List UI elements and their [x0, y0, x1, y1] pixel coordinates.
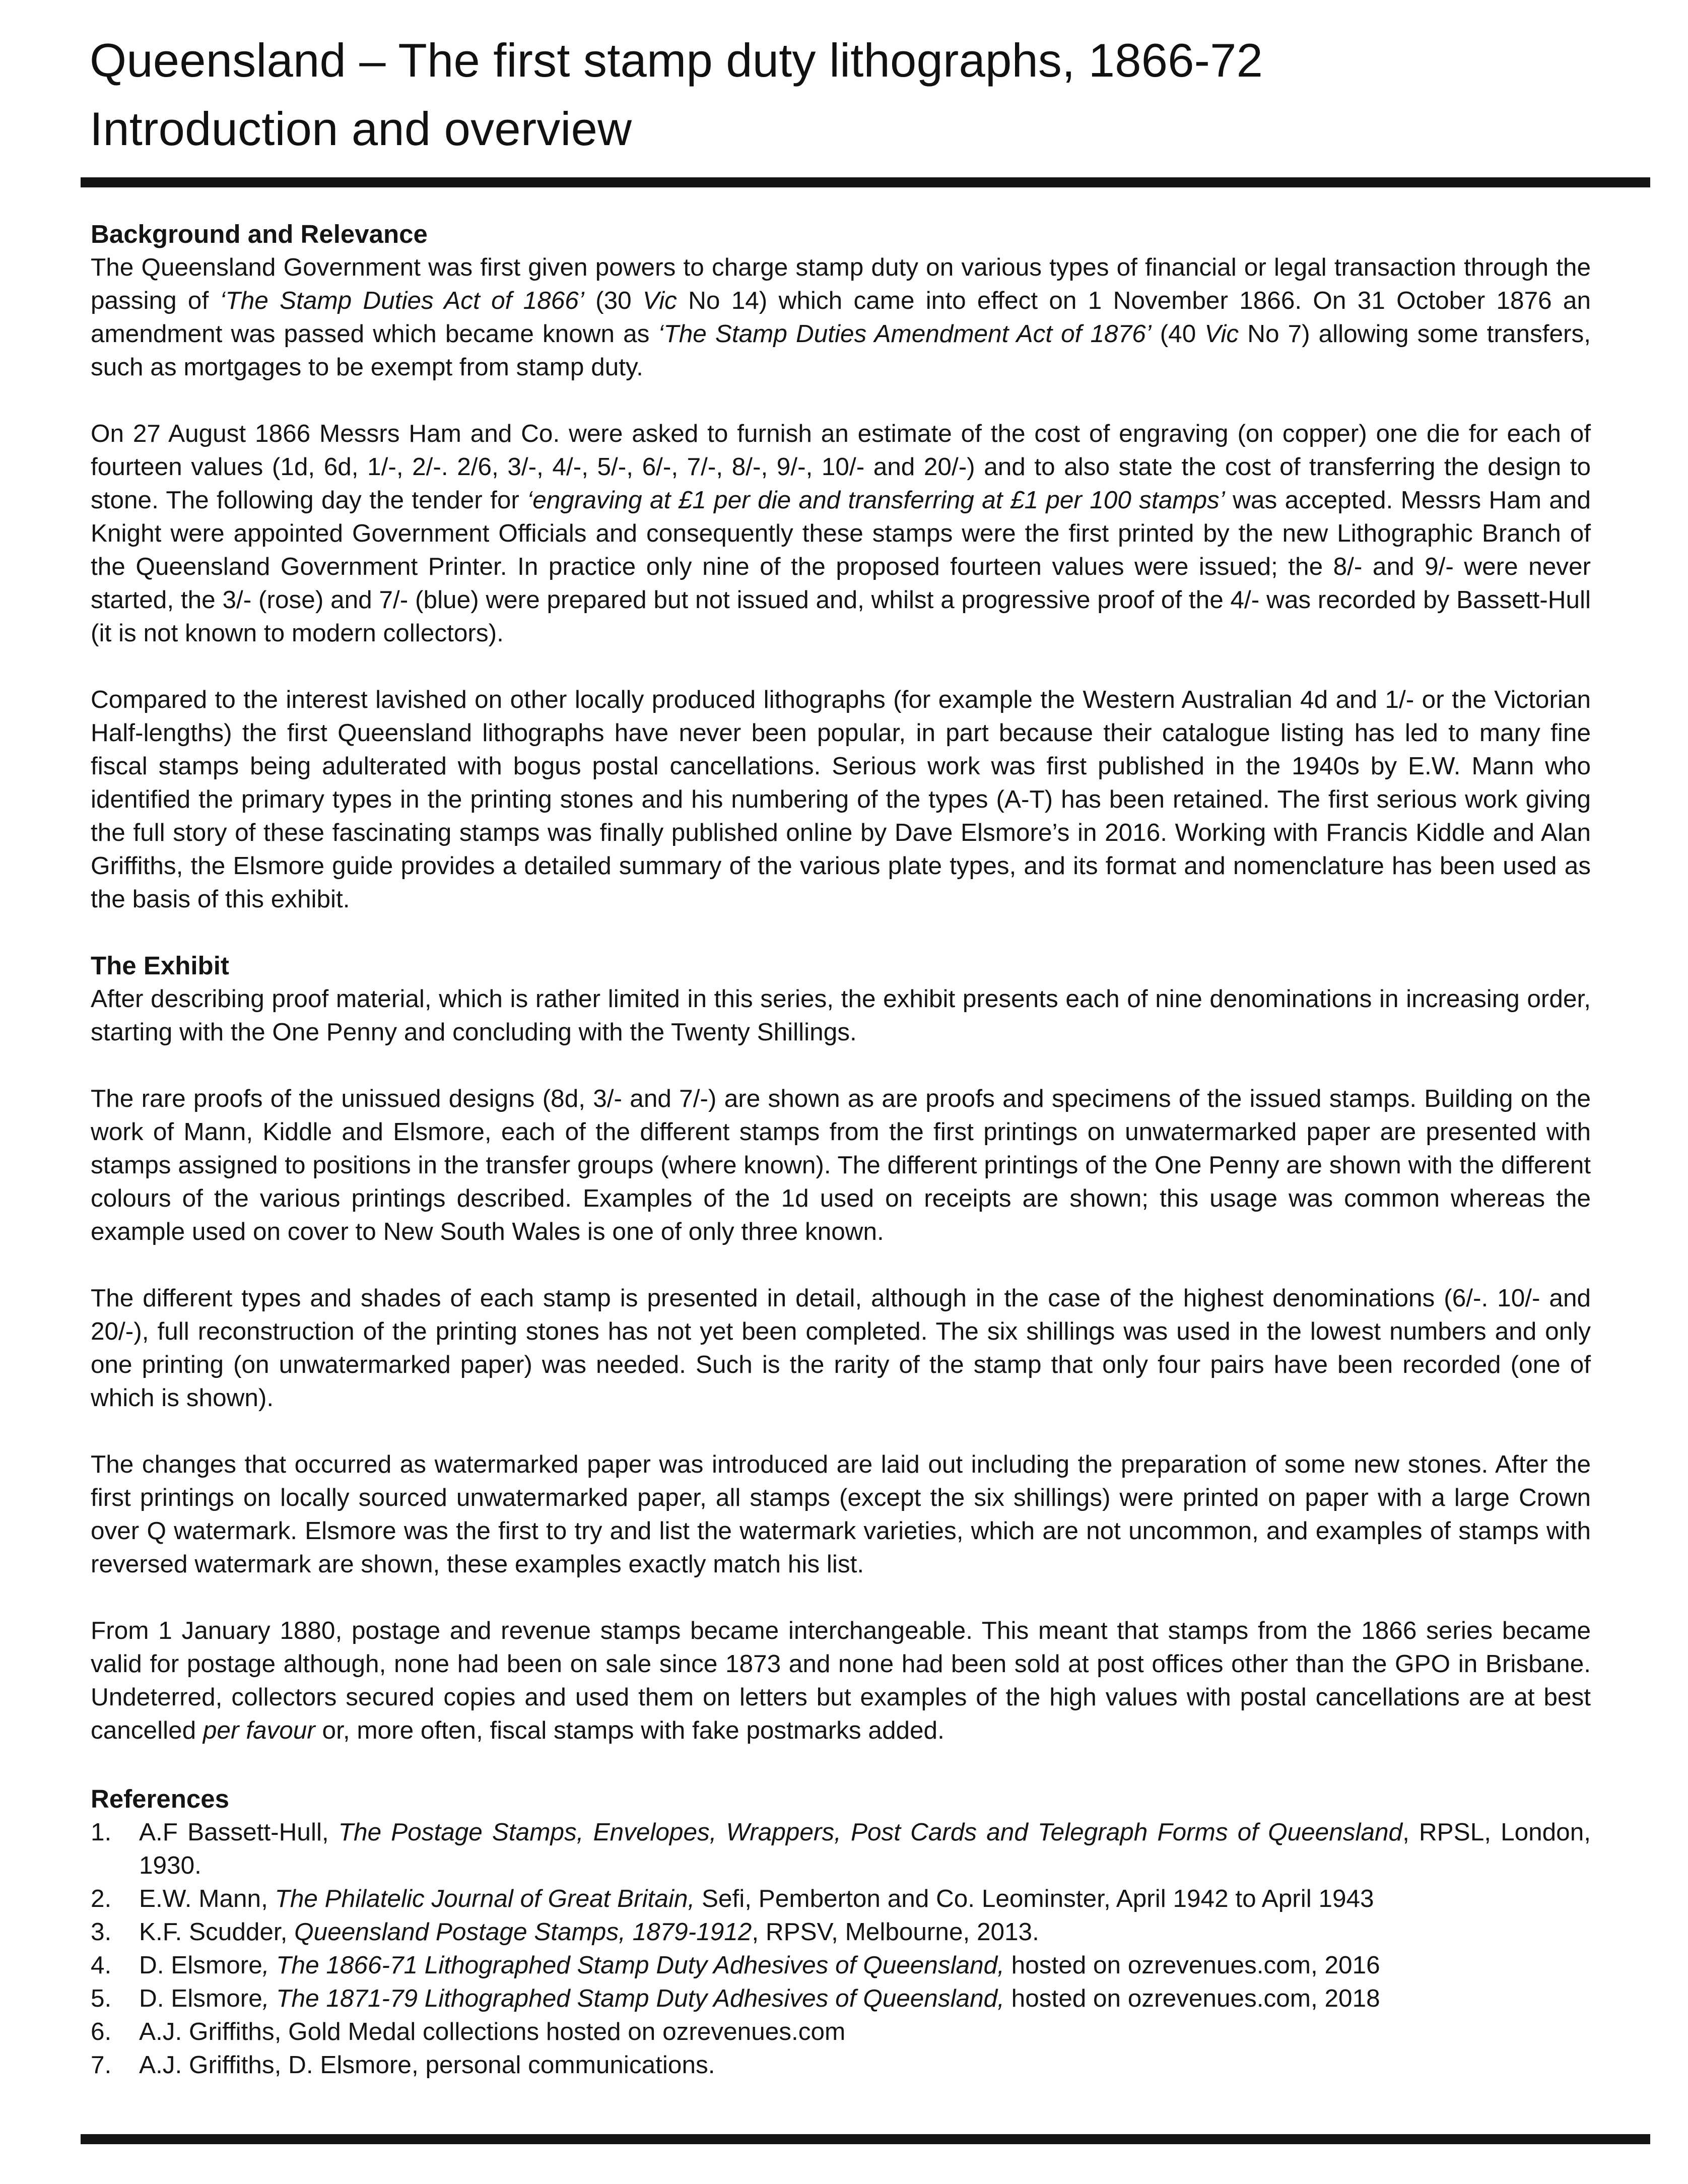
- reference-item: [91, 2048, 1591, 2082]
- text-run: A.F Bassett-Hull,: [139, 1818, 339, 1846]
- italic-text: Vic: [1204, 320, 1239, 348]
- reference-text: [139, 1885, 1374, 1912]
- reference-item: [91, 1915, 1591, 1949]
- text-run: Compared to the interest lavished on other locally produced lithographs (for example the Western Australian 4d and 1/- or the Victorian Half-lengths) the first Queensland lithographs have never been popular, in part because their catalogue listing has led to many fine fiscal stamps being adulterated with bogus postal cancellations. Serious work was first published in the 1940s by E.W. Mann who identified the primary types in the printing stones and his numbering of the types (A-T) has been retained. The first serious work giving the full story of these fascinating stamps was finally published online by Dave Elsmore’s in 2016. Working with Francis Kiddle and Alan Griffiths, the Elsmore guide provides a detailed summary of the various plate types, and its format and nomenclature has been used as the basis of this exhibit.: [91, 686, 1591, 913]
- reference-text: [139, 2051, 715, 2079]
- reference-number: 4.: [91, 1951, 112, 1979]
- text-run: The rare proofs of the unissued designs (8d, 3/- and 7/-) are shown as are proofs and specimens of the issued stamps. Building on the work of Mann, Kiddle and Elsmore, each of the different stamps from the first printings on unwatermarked paper are presented with stamps assigned to positions in the transfer groups (where known). The different printings of the One Penny are shown with the different colours of the various printings described. Examples of the 1d used on receipts are shown; this usage was common whereas the example used on cover to New South Wales is one of only three known.: [91, 1085, 1591, 1245]
- text-run: The Queensland Government was first given powers to charge stamp duty on various types of financial or legal transaction through the passing of: [91, 253, 1591, 314]
- title-line-2: Introduction and overview: [90, 102, 632, 155]
- reference-number: 6.: [91, 2018, 112, 2045]
- text-run: E.W. Mann,: [139, 1885, 275, 1912]
- background-paragraph-2: [91, 417, 1591, 650]
- exhibit-paragraph-4: [91, 1448, 1591, 1581]
- italic-text: The Philatelic Journal of Great Britain,: [275, 1885, 695, 1912]
- reference-item: [91, 1882, 1591, 1915]
- text-run: hosted on ozrevenues.com, 2018: [1004, 1984, 1380, 2012]
- italic-text: , The 1871-79 Lithographed Stamp Duty Adhesives of Queensland,: [262, 1984, 1004, 2012]
- reference-text: [139, 1951, 1380, 1979]
- page-title: [90, 26, 1601, 163]
- reference-item: [91, 1816, 1591, 1882]
- italic-text: Vic: [642, 287, 677, 314]
- reference-number: 5.: [91, 1984, 112, 2012]
- reference-text: [139, 2018, 845, 2045]
- references-heading: References: [91, 1784, 229, 1813]
- italic-text: The Postage Stamps, Envelopes, Wrappers, Post Cards and Telegraph Forms of Queensland: [338, 1818, 1403, 1846]
- main-content: [91, 218, 1591, 2082]
- text-run: On 27 August 1866 Messrs Ham and Co. were asked to furnish an estimate of the cost of engraving (on copper) one die for each of fourteen values (1d, 6d, 1/-, 2/-. 2/6, 3/-, 4/-, 5/-, 6/-, 7/-, 8/-, 9/-, 10/- and 20/-) and to also state the cost of transferring the design to stone. The following day the tender for: [91, 420, 1591, 514]
- bottom-divider: [81, 2134, 1650, 2144]
- text-run: A.J. Griffiths, D. Elsmore, personal communications.: [139, 2051, 715, 2079]
- italic-text: ‘engraving at £1 per die and transferring at £1 per 100 stamps’: [527, 486, 1225, 514]
- background-heading: Background and Relevance: [91, 220, 428, 248]
- text-run: D. Elsmore: [139, 1984, 262, 2012]
- text-run: No 7) allowing some transfers, such as mortgages to be exempt from stamp duty.: [91, 320, 1591, 381]
- background-paragraph-3: [91, 683, 1591, 916]
- text-run: From 1 January 1880, postage and revenue stamps became interchangeable. This meant that stamps from the 1866 series became valid for postage although, none had been on sale since 1873 and none had been sold at post offices other than the GPO in Brisbane. Undeterred, collectors secured copies and used them on letters but examples of the high values with postal cancellations are at best cancelled: [91, 1617, 1591, 1744]
- exhibit-paragraph-3: [91, 1282, 1591, 1415]
- references-list: [91, 1816, 1591, 2082]
- exhibit-paragraph-5: [91, 1614, 1591, 1747]
- text-run: The changes that occurred as watermarked paper was introduced are laid out including the preparation of some new stones. After the first printings on locally sourced unwatermarked paper, all stamps (except the six shillings) were printed on paper with a large Crown over Q watermark. Elsmore was the first to try and list the watermark varieties, which are not uncommon, and examples of stamps with reversed watermark are shown, these examples exactly match his list.: [91, 1450, 1591, 1578]
- reference-number: 7.: [91, 2051, 112, 2079]
- text-run: , RPSV, Melbourne, 2013.: [752, 1918, 1039, 1946]
- text-run: D. Elsmore: [139, 1951, 262, 1979]
- text-run: , RPSL, London, 1930.: [139, 1818, 1591, 1879]
- reference-number: 3.: [91, 1918, 112, 1946]
- text-run: (30: [584, 287, 643, 314]
- reference-number: 2.: [91, 1885, 112, 1912]
- reference-text: [139, 1918, 1039, 1946]
- text-run: was accepted. Messrs Ham and Knight were appointed Government Officials and consequently these stamps were the first printed by the new Lithographic Branch of the Queensland Government Printer. In practice only nine of the proposed fourteen values were issued; the 8/- and 9/- were never started, the 3/- (rose) and 7/- (blue) were prepared but not issued and, whilst a progressive proof of the 4/- was recorded by Bassett-Hull (it is not known to modern collectors).: [91, 486, 1591, 647]
- text-run: The different types and shades of each stamp is presented in detail, although in the case of the highest denominations (6/-. 10/- and 20/-), full reconstruction of the printing stones has not yet been completed. The six shillings was used in the lowest numbers and only one printing (on unwatermarked paper) was needed. Such is the rarity of the stamp that only four pairs have been recorded (one of which is shown).: [91, 1284, 1591, 1412]
- text-run: or, more often, fiscal stamps with fake postmarks added.: [315, 1716, 944, 1744]
- text-run: Sefi, Pemberton and Co. Leominster, April 1942 to April 1943: [695, 1885, 1374, 1912]
- text-run: No 14) which came into effect on 1 November 1866. On 31 October 1876 an amendment was passed which became known as: [91, 287, 1591, 348]
- exhibit-paragraph-1: [91, 982, 1591, 1049]
- text-run: (40: [1151, 320, 1205, 348]
- text-run: After describing proof material, which is rather limited in this series, the exhibit presents each of nine denominations in increasing order, starting with the One Penny and concluding with the Twenty Shillings.: [91, 985, 1591, 1046]
- reference-number: 1.: [91, 1818, 112, 1846]
- background-paragraph-1: [91, 251, 1591, 384]
- reference-text: [139, 1818, 1591, 1879]
- italic-text: per favour: [202, 1716, 315, 1744]
- exhibit-paragraph-2: [91, 1082, 1591, 1248]
- reference-item: [91, 2015, 1591, 2048]
- italic-text: ‘The Stamp Duties Amendment Act of 1876’: [658, 320, 1152, 348]
- top-divider: [81, 177, 1650, 187]
- text-run: hosted on ozrevenues.com, 2016: [1004, 1951, 1380, 1979]
- reference-item: [91, 1949, 1591, 1982]
- italic-text: ‘The Stamp Duties Act of 1866’: [220, 287, 584, 314]
- italic-text: , The 1866-71 Lithographed Stamp Duty Adhesives of Queensland,: [262, 1951, 1004, 1979]
- exhibit-heading: The Exhibit: [91, 951, 229, 980]
- reference-text: [139, 1984, 1380, 2012]
- reference-item: [91, 1982, 1591, 2015]
- text-run: K.F. Scudder,: [139, 1918, 295, 1946]
- italic-text: Queensland Postage Stamps, 1879-1912: [294, 1918, 752, 1946]
- title-line-1: Queensland – The first stamp duty lithographs, 1866-72: [90, 34, 1263, 87]
- text-run: A.J. Griffiths, Gold Medal collections hosted on ozrevenues.com: [139, 2018, 846, 2045]
